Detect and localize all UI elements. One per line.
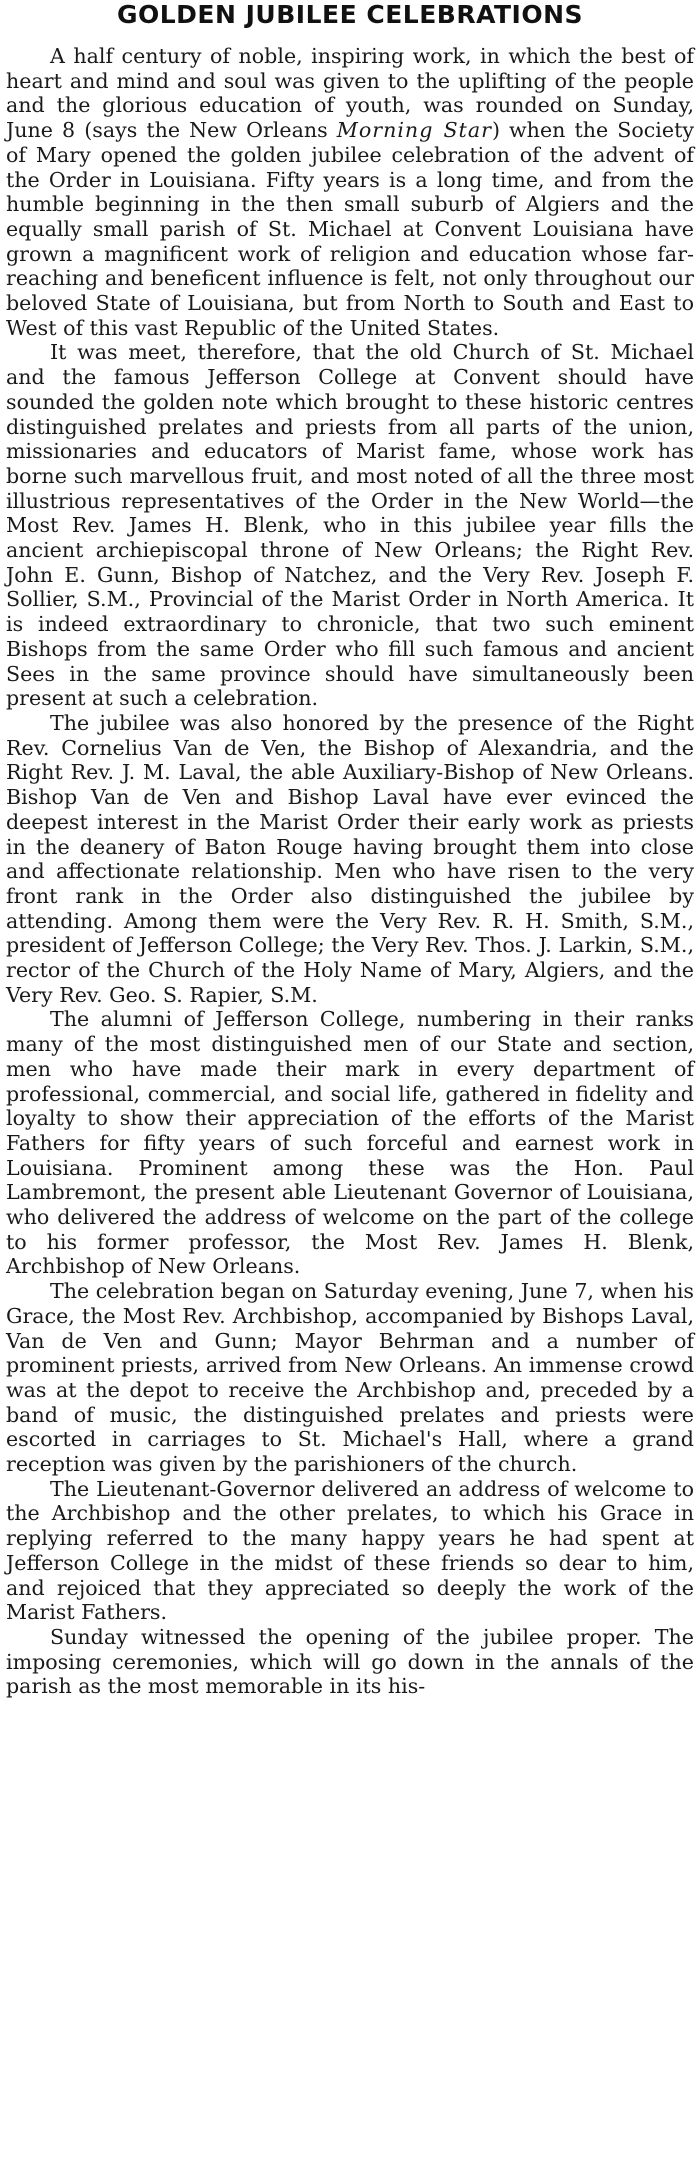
article-paragraph-4: The alumni of Jefferson College, numbering in their ranks many of the most distinguished men of our State and section, men who have made their mark in every department of professional, commercial, and social life, gathered in fidelity and loyalty to show their appreciation of the efforts of the Marist Fathers for fifty years of such forceful and earnest work in Louisiana. Prominent among these was the Hon. Paul Lambremont, the present able Lieutenant Governor of Louisiana, who delivered the address of welcome on the part of the college to his former professor, the Most Rev. James H. Blenk, Archbishop of New Orleans. — [6, 1007, 694, 1279]
article-title: GOLDEN JUBILEE CELEBRATIONS — [116, 0, 584, 29]
article-paragraph-1 — [6, 44, 694, 340]
paragraph-1-text-before: A half century of noble, inspiring work, in which the best of heart and mind and soul was given to the uplifting of the people and the glorious education of youth, was rounded on Sunday, June 8 (says the New Orleans — [6, 44, 694, 143]
article-paragraph-5: The celebration began on Saturday evening, June 7, when his Grace, the Most Rev. Archbishop, accompanied by Bishops Laval, Van de Ven and Gunn; Mayor Behrman and a number of prominent priests, arrived from New Orleans. An immense crowd was at the depot to receive the Archbishop and, preceded by a band of music, the distinguished prelates and priests were escorted in carriages to St. Michael's Hall, where a grand reception was given by the parishioners of the church. — [6, 1279, 694, 1477]
article-paragraph-2: It was meet, therefore, that the old Church of St. Michael and the famous Jefferson College at Convent should have sounded the golden note which brought to these historic centres distinguished prelates and priests from all parts of the union, missionaries and educators of Marist fame, whose work has borne such marvellous fruit, and most noted of all the three most illustrious representatives of the Order in the New World—the Most Rev. James H. Blenk, who in this jubilee year fills the ancient archiepiscopal throne of New Orleans; the Right Rev. John E. Gunn, Bishop of Natchez, and the Very Rev. Joseph F. Sollier, S.M., Provincial of the Marist Order in North America. It is indeed extraordinary to chronicle, that two such eminent Bishops from the same Order who fill such famous and ancient Sees in the same province should have simultaneously been present at such a celebration. — [6, 340, 694, 711]
article-paragraph-6: The Lieutenant-Governor delivered an address of welcome to the Archbishop and the other prelates, to which his Grace in replying referred to the many happy years he had spent at Jefferson College in the midst of these friends so dear to him, and rejoiced that they appreciated so deeply the work of the Marist Fathers. — [6, 1476, 694, 1625]
article-paragraph-3: The jubilee was also honored by the presence of the Right Rev. Cornelius Van de Ven, the Bishop of Alexandria, and the Right Rev. J. M. Laval, the able Auxiliary-Bishop of New Orleans. Bishop Van de Ven and Bishop Laval have ever evinced the deepest interest in the Marist Order their early work as priests in the deanery of Baton Rouge having brought them into close and affectionate relationship. Men who have risen to the very front rank in the Order also distinguished the jubilee by attending. Among them were the Very Rev. R. H. Smith, S.M., president of Jefferson College; the Very Rev. Thos. J. Larkin, S.M., rector of the Church of the Holy Name of Mary, Algiers, and the Very Rev. Geo. S. Rapier, S.M. — [6, 710, 694, 1007]
newspaper-name: Morning Star — [336, 118, 492, 143]
paragraph-1-text-after: ) when the Society of Mary opened the golden jubilee celebration of the advent of the Order in Louisiana. Fifty years is a long time, and from the humble beginning in the then small suburb of Algiers and the equally small parish of St. Michael at Convent Louisiana have grown a magnificent work of religion and education whose far-reaching and beneficent influence is felt, not only throughout our beloved State of Louisiana, but from North to South and East to West of this vast Republic of the United States. — [6, 118, 694, 340]
article-paragraph-7: Sunday witnessed the opening of the jubilee proper. The imposing ceremonies, which will go down in the annals of the parish as the most memorable in its his- — [6, 1625, 694, 1699]
